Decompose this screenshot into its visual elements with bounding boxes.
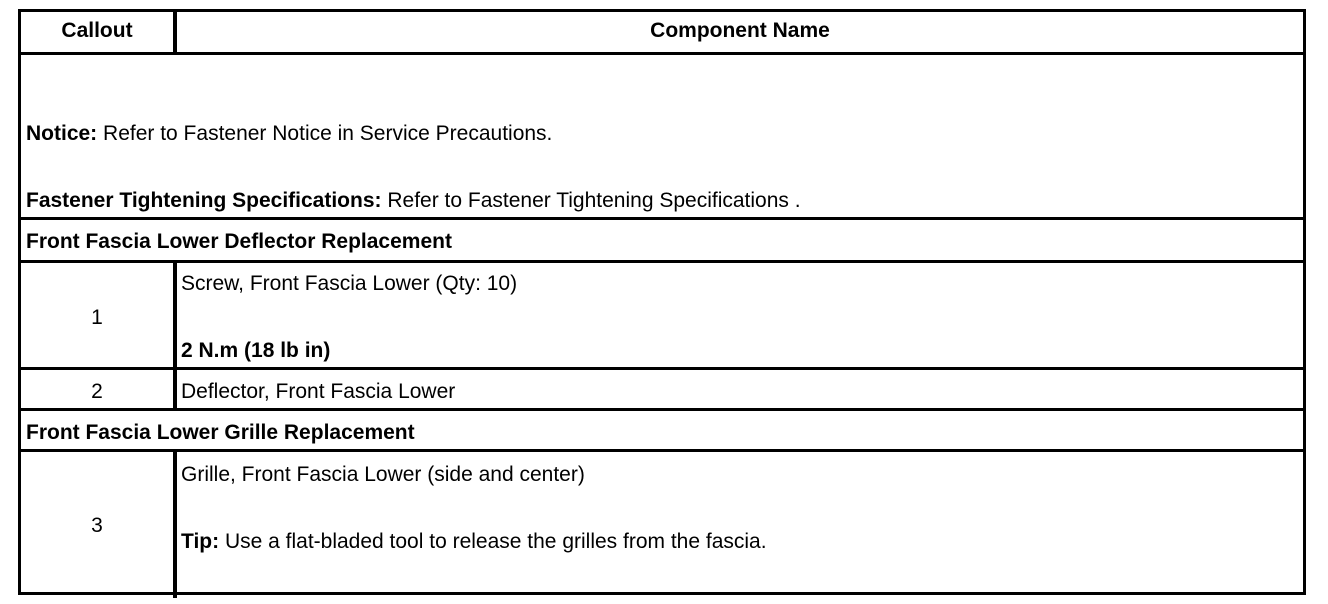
tip-text: Use a flat-bladed tool to release the grilles from the fascia. bbox=[219, 530, 767, 553]
spec-text: Refer to Fastener Tightening Specifications . bbox=[381, 189, 801, 212]
header-component-name: Component Name bbox=[650, 19, 830, 42]
spec-label: Fastener Tightening Specifications: bbox=[26, 189, 382, 212]
header-bottom-border bbox=[21, 52, 1303, 55]
notice-text: Refer to Fastener Notice in Service Precautions. bbox=[97, 122, 553, 145]
row-divider bbox=[173, 263, 177, 370]
header-callout: Callout bbox=[61, 19, 133, 42]
section-title-border bbox=[21, 260, 1303, 263]
notice-line bbox=[26, 122, 552, 146]
tip-label: Tip: bbox=[181, 530, 220, 553]
spec-line bbox=[26, 189, 801, 213]
header-divider bbox=[173, 12, 177, 52]
row-component-name: Grille, Front Fascia Lower (side and center) bbox=[181, 463, 585, 486]
tip-line bbox=[181, 530, 767, 554]
row-torque-spec: 2 N.m (18 lb in) bbox=[181, 339, 331, 362]
row-component-name: Screw, Front Fascia Lower (Qty: 10) bbox=[181, 272, 518, 295]
row-callout: 1 bbox=[91, 306, 103, 329]
section-title: Front Fascia Lower Deflector Replacement bbox=[26, 230, 452, 253]
component-table bbox=[18, 9, 1306, 595]
section-title-border bbox=[21, 449, 1303, 452]
section-title: Front Fascia Lower Grille Replacement bbox=[26, 421, 415, 444]
row-border bbox=[21, 408, 1303, 411]
row-border bbox=[21, 367, 1303, 370]
notes-bottom-border bbox=[21, 217, 1303, 220]
row-component-name: Deflector, Front Fascia Lower bbox=[181, 380, 456, 403]
row-callout: 3 bbox=[91, 514, 103, 537]
row-divider bbox=[173, 452, 177, 598]
notice-label: Notice: bbox=[26, 122, 98, 145]
row-callout: 2 bbox=[91, 380, 103, 403]
row-divider bbox=[173, 370, 177, 408]
